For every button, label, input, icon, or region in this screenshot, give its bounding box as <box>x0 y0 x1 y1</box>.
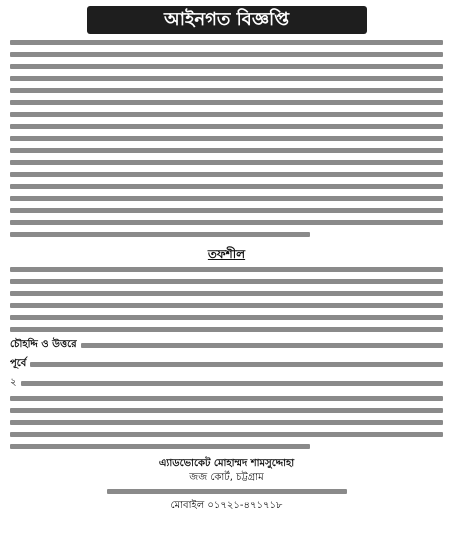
body-line-5 <box>10 88 443 93</box>
body-line-17 <box>10 232 310 237</box>
schedule-two <box>10 377 443 449</box>
notice-banner <box>87 6 367 34</box>
boundary-north-row <box>10 339 443 351</box>
advocate-phone-line <box>10 499 443 513</box>
schedule-two-line-3 <box>10 408 443 413</box>
body-line-4 <box>10 76 443 81</box>
body-line-2 <box>10 52 443 57</box>
schedule-two-line-5 <box>10 432 443 437</box>
phone-label: মোবাইল <box>170 500 205 511</box>
advocate-name: এ্যাডভোকেট মোহাম্মদ শামসুদ্দোহা <box>158 458 295 469</box>
notice-body <box>10 40 443 237</box>
schedule-two-line-2 <box>10 396 443 401</box>
body-line-7 <box>10 112 443 117</box>
body-line-13 <box>10 184 443 189</box>
schedule-one <box>10 267 443 332</box>
schedule-two-line-1 <box>21 381 443 386</box>
body-line-1 <box>10 40 443 45</box>
boundary-north-line <box>81 343 443 348</box>
body-line-15 <box>10 208 443 213</box>
body-line-16 <box>10 220 443 225</box>
body-line-12 <box>10 172 443 177</box>
signature-block <box>10 457 443 513</box>
schedule-two-line-6 <box>10 444 310 449</box>
advocate-address-line <box>107 489 347 494</box>
boundary-east-label: পূর্বে <box>10 358 27 369</box>
schedule-one-line-5 <box>10 315 443 320</box>
phone-number: ০১৭২১-৪৭১৭১৮ <box>207 500 283 511</box>
schedule-two-first-row <box>10 377 443 389</box>
schedule-two-line-4 <box>10 420 443 425</box>
notice-title: আইনগত বিজ্ঞপ্তি <box>163 9 289 30</box>
schedule-one-line-3 <box>10 291 443 296</box>
body-line-9 <box>10 136 443 141</box>
boundary-label: চৌহদ্দি ও উত্তরে <box>10 339 77 350</box>
body-line-8 <box>10 124 443 129</box>
schedule-one-line-2 <box>10 279 443 284</box>
body-line-3 <box>10 64 443 69</box>
schedule-one-line-1 <box>10 267 443 272</box>
schedule-heading: তফশীল <box>207 247 246 261</box>
boundary-east-row <box>10 358 443 370</box>
body-line-11 <box>10 160 443 165</box>
body-line-14 <box>10 196 443 201</box>
advocate-court: জজ কোর্ট, চট্টগ্রাম <box>189 472 264 483</box>
boundary-east-line <box>30 362 443 367</box>
body-line-6 <box>10 100 443 105</box>
schedule-one-line-4 <box>10 303 443 308</box>
schedule-two-number: ২ <box>10 377 17 388</box>
schedule-one-line-6 <box>10 327 443 332</box>
body-line-10 <box>10 148 443 153</box>
